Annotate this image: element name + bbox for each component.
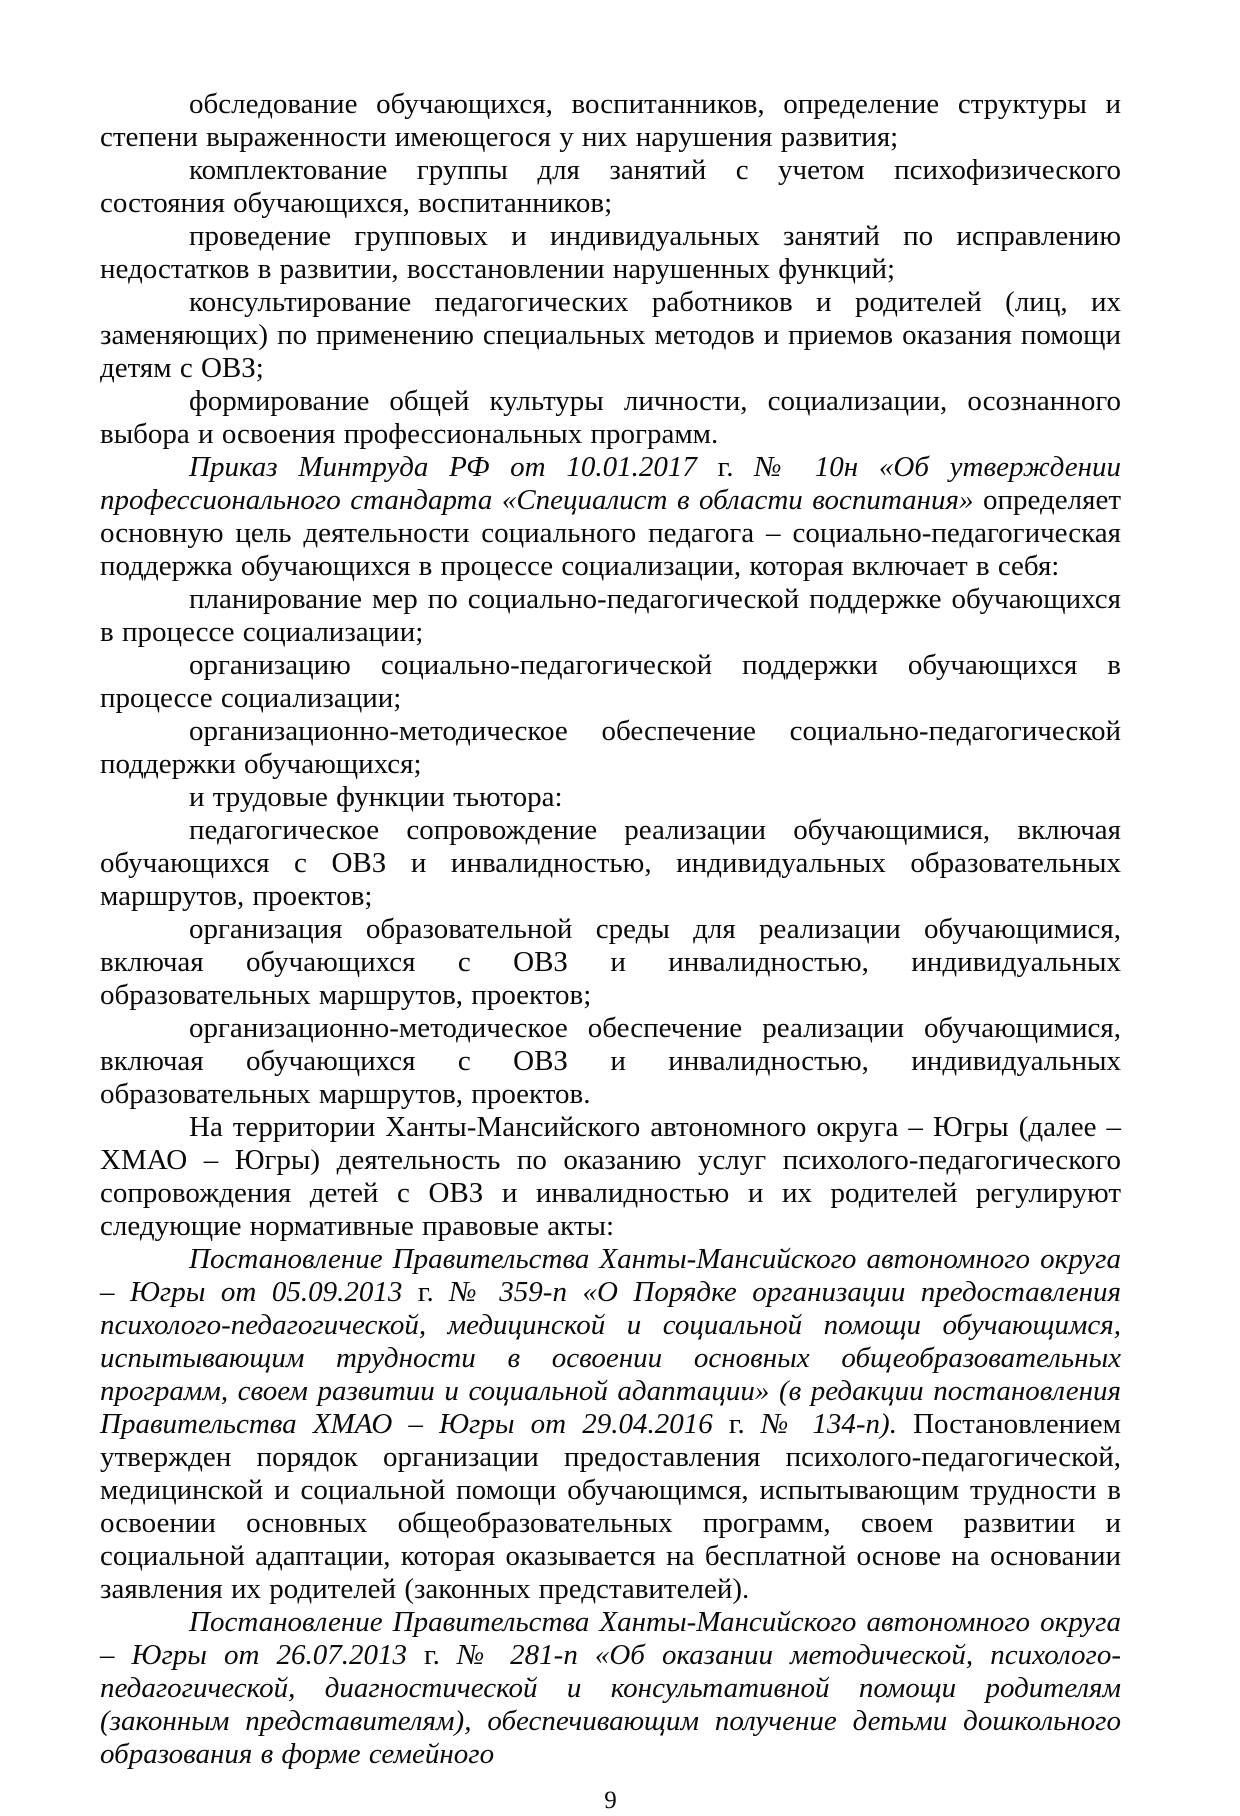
paragraph — [100, 649, 1121, 715]
text-run: проведение групповых и индивидуальных занятий по исправлению недостатков в развитии, восстановлении нарушенных функций; — [100, 220, 1121, 285]
paragraph — [100, 286, 1121, 385]
text-run: комплектование группы для занятий с учетом психофизического состояния обучающихся, воспитанников; — [100, 154, 1121, 219]
text-run: организацию социально-педагогической поддержки обучающихся в процессе социализации; — [100, 649, 1121, 714]
text-run: г. — [712, 1408, 761, 1440]
text-run: обследование обучающихся, воспитанников, определение структуры и степени выраженности имеющегося у них нарушения развития; — [100, 88, 1121, 153]
paragraph — [100, 220, 1121, 286]
paragraph — [100, 1606, 1121, 1771]
text-run: определяет основную цель деятельности социального педагога – социально-педагогическая поддержка обучающихся в процессе социализации, которая включает в себя: — [100, 484, 1121, 582]
paragraph — [100, 154, 1121, 220]
text-run: Постановление Правительства Ханты-Мансийского автономного округа – Югры от 05.09.2013 — [100, 1243, 1121, 1308]
paragraph — [100, 1012, 1121, 1111]
text-run: и трудовые функции тьютора: — [189, 781, 563, 813]
text-run: Постановлением утвержден порядок организации предоставления психолого-педагогической, медицинской и социальной помощи обучающимся, испытывающим трудности в освоении основных общеобразовательных программ, своем развитии и социальной адаптации, которая оказывается на бесплатной основе на основании заявления их родителей (законных представителей). — [100, 1408, 1121, 1605]
text-run: На территории Ханты-Мансийского автономного округа – Югры (далее – ХМАО – Югры) деятельность по оказанию услуг психолого-педагогического сопровождения детей с ОВЗ и инвалидностью и их родителей регулируют следующие нормативные правовые акты: — [100, 1111, 1121, 1242]
text-run: № 134-п). — [760, 1408, 897, 1440]
text-run: организация образовательной среды для реализации обучающимися, включая обучающихся с ОВЗ и инвалидностью, индивидуальных образовательных маршрутов, проектов; — [100, 913, 1121, 1011]
paragraph — [100, 451, 1121, 583]
text-run: планирование мер по социально-педагогической поддержке обучающихся в процессе социализации; — [100, 583, 1121, 648]
text-run: № 359-п «О Порядке организации предоставления психолого-педагогической, медицинской и социальной помощи обучающимся, испытывающим трудности в освоении основных общеобразовательных программ, своем развитии и социальной адаптации» (в редакции постановления Правительства ХМАО – Югры от 29.04.2016 — [100, 1276, 1121, 1440]
page-footer — [100, 1786, 1121, 1816]
paragraph — [100, 715, 1121, 781]
paragraph — [100, 1243, 1121, 1606]
text-run: № 281-п «Об оказании методической, психолого-педагогической, диагностической и консультативной помощи родителям (законным представителям), обеспечивающим получение детьми дошкольного образования в форме семейного — [100, 1639, 1121, 1770]
text-run: № 10н «Об утверждении профессионального стандарта «Специалист в области воспитания» — [100, 451, 1121, 516]
paragraph — [100, 88, 1121, 154]
text-run: консультирование педагогических работников и родителей (лиц, их заменяющих) по применению специальных методов и приемов оказания помощи детям с ОВЗ; — [100, 286, 1121, 384]
text-run: г. — [696, 451, 755, 483]
text-run: г. — [402, 1276, 450, 1308]
text-run: организационно-методическое обеспечение социально-педагогической поддержки обучающихся; — [100, 715, 1121, 780]
text-run: г. — [406, 1639, 457, 1671]
page-number: 9 — [604, 1787, 617, 1814]
paragraph — [100, 913, 1121, 1012]
text-run: Постановление Правительства Ханты-Мансийского автономного округа – Югры от 26.07.2013 — [100, 1606, 1121, 1671]
document-body — [100, 88, 1121, 1771]
paragraph — [100, 583, 1121, 649]
text-run: организационно-методическое обеспечение реализации обучающимися, включая обучающихся с ОВЗ и инвалидностью, индивидуальных образовательных маршрутов, проектов. — [100, 1012, 1121, 1110]
text-run: Приказ Минтруда РФ от 10.01.2017 — [189, 451, 697, 483]
text-run: формирование общей культуры личности, социализации, осознанного выбора и освоения профессиональных программ. — [100, 385, 1121, 450]
paragraph — [100, 385, 1121, 451]
paragraph — [100, 781, 1121, 814]
paragraph — [100, 1111, 1121, 1243]
paragraph — [100, 814, 1121, 913]
text-run: педагогическое сопровождение реализации обучающимися, включая обучающихся с ОВЗ и инвалидностью, индивидуальных образовательных маршрутов, проектов; — [100, 814, 1121, 912]
